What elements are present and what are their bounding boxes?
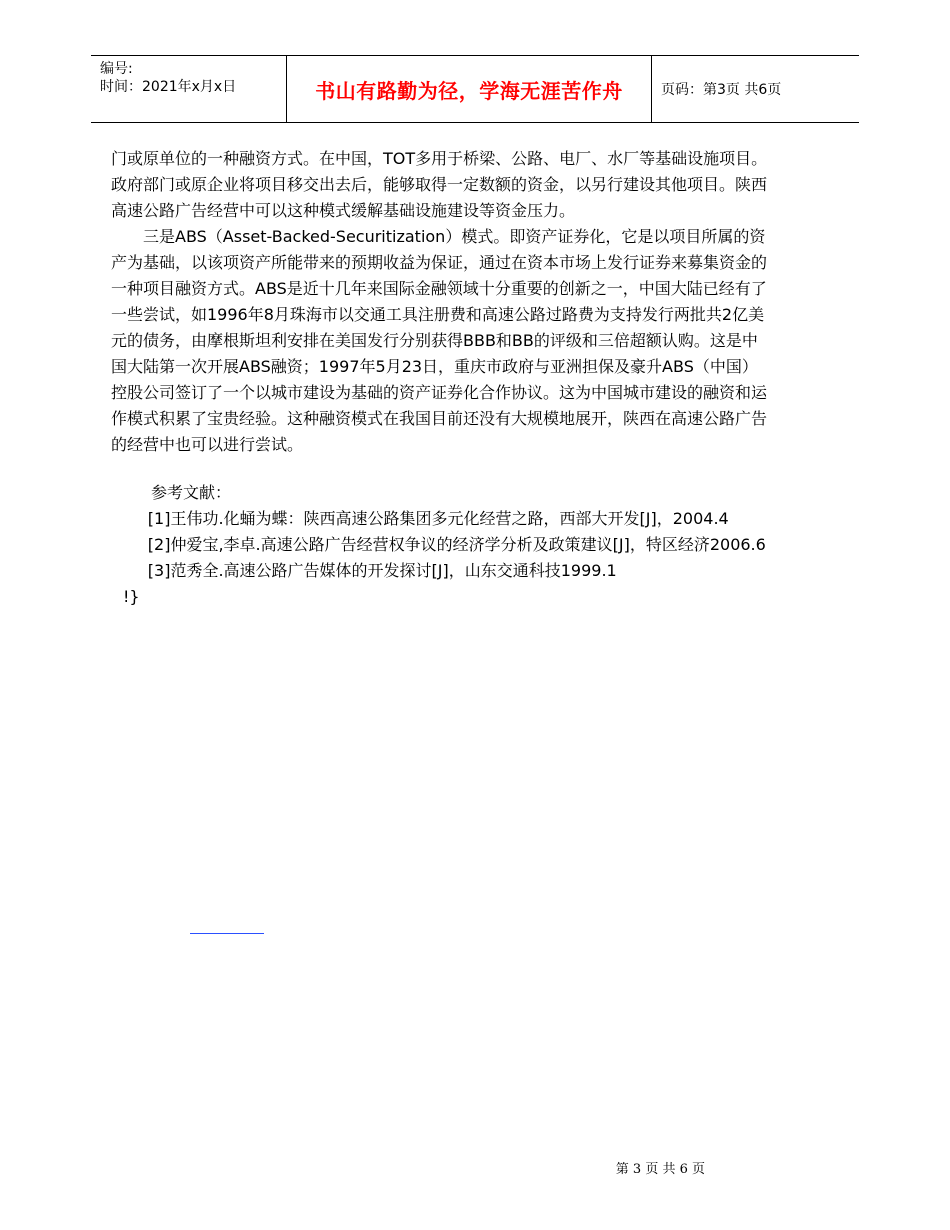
footer-page-number: 第 3 页 共 6 页 [615, 1162, 705, 1177]
page-footer [0, 1158, 950, 1177]
date-label: 时间：2021年x月x日 [100, 79, 237, 95]
paragraph-1: 门或原单位的一种融资方式。在中国，TOT多用于桥梁、公路、电厂、水厂等基础设施项目。政府部门或原企业将项目移交出去后，能够取得一定数额的资金，以另行建设其他项目。陕西高速公路广告经营中可以这种模式缓解基础设施建设等资金压力。 [111, 149, 768, 220]
header-page-info: 页码：第3页 共6页 [661, 82, 782, 98]
header-meta [91, 56, 287, 122]
page-header [91, 55, 859, 123]
reference-trailing-text: !} [123, 587, 140, 606]
reference-item-3: [3]范秀全.高速公路广告媒体的开发探讨[J]，山东交通科技1999.1 [147, 561, 617, 580]
references-title: 参考文献： [151, 483, 232, 502]
document-body [111, 146, 771, 610]
hyperlink-underline[interactable] [190, 933, 264, 934]
reference-item-2: [2]仲爱宝,李卓.高速公路广告经营权争议的经济学分析及政策建议[J]，特区经济2006.6 [147, 535, 766, 554]
serial-label: 编号: [100, 61, 133, 77]
header-motto: 书山有路勤为径，学海无涯苦作舟 [287, 56, 652, 122]
paragraph-2: 三是ABS（Asset-Backed-Securitization）模式。即资产证券化，它是以项目所属的资产为基础，以该项资产所能带来的预期收益为保证，通过在资本市场上发行证券来募集资金的一种项目融资方式。ABS是近十几年来国际金融领域十分重要的创新之一，中国大陆已经有了一些尝试，如1996年8月珠海市以交通工具注册费和高速公路过路费为支持发行两批共2亿美元的债务，由摩根斯坦利安排在美国发行分别获得BBB和BB的评级和三倍超额认购。这是中国大陆第一次开展ABS融资；1997年5月23日，重庆市政府与亚洲担保及豪升ABS（中国）控股公司签订了一个以城市建设为基础的资产证券化合作协议。这为中国城市建设的融资和运作模式积累了宝贵经验。这种融资模式在我国目前还没有大规模地展开，陕西在高速公路广告的经营中也可以进行尝试。 [111, 227, 768, 454]
reference-item-1: [1]王伟功.化蛹为蝶：陕西高速公路集团多元化经营之路，西部大开发[J]，2004.4 [147, 509, 729, 528]
